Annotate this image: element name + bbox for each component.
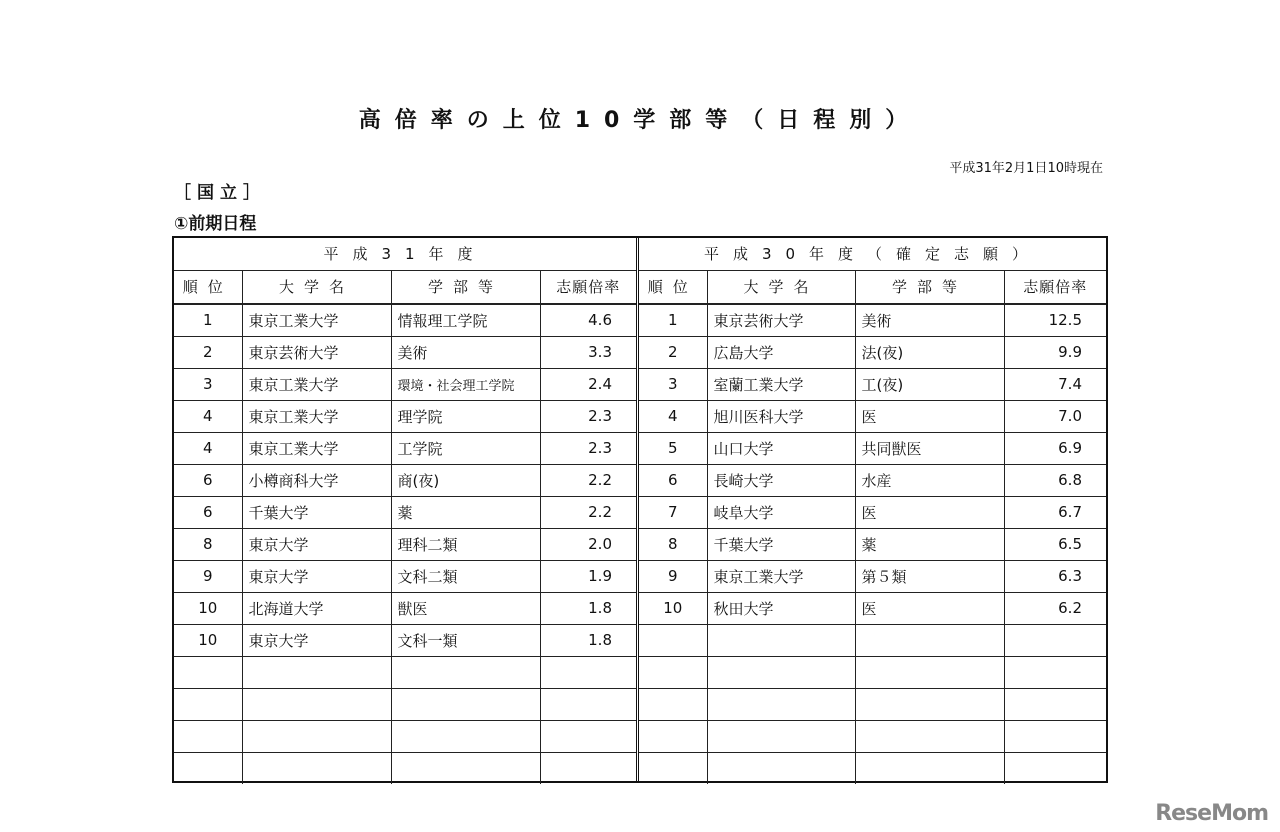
header-rate: 志願倍率 bbox=[540, 270, 636, 304]
faculty-cell: 共同獣医 bbox=[855, 432, 1004, 464]
university-cell: 岐阜大学 bbox=[707, 496, 855, 528]
header-rank: 順位 bbox=[639, 270, 707, 304]
university-cell: 東京工業大学 bbox=[242, 432, 391, 464]
rank-cell: 2 bbox=[639, 336, 707, 368]
page-title: 高倍率の上位10学部等（日程別） bbox=[358, 108, 922, 133]
faculty-cell: 商(夜) bbox=[391, 464, 540, 496]
table-row bbox=[639, 336, 1106, 368]
table-h30 bbox=[639, 238, 1106, 781]
rank-cell: 2 bbox=[174, 336, 242, 368]
table-row bbox=[639, 432, 1106, 464]
university-cell: 千葉大学 bbox=[707, 528, 855, 560]
rate-cell: 1.8 bbox=[540, 592, 636, 624]
university-cell: 千葉大学 bbox=[242, 496, 391, 528]
table-row bbox=[174, 368, 636, 400]
faculty-cell: 情報理工学院 bbox=[391, 304, 540, 336]
header-university: 大学名 bbox=[242, 270, 391, 304]
empty-row bbox=[174, 720, 636, 752]
rate-cell: 2.3 bbox=[540, 400, 636, 432]
rate-cell: 7.4 bbox=[1004, 368, 1106, 400]
rate-cell: 6.5 bbox=[1004, 528, 1106, 560]
university-cell: 室蘭工業大学 bbox=[707, 368, 855, 400]
rank-cell: 8 bbox=[639, 528, 707, 560]
rank-cell: 1 bbox=[639, 304, 707, 336]
rank-cell: 4 bbox=[174, 400, 242, 432]
table-row bbox=[174, 592, 636, 624]
faculty-cell: 医 bbox=[855, 400, 1004, 432]
university-cell: 山口大学 bbox=[707, 432, 855, 464]
rate-cell: 2.0 bbox=[540, 528, 636, 560]
faculty-cell: 美術 bbox=[855, 304, 1004, 336]
faculty-cell: 工(夜) bbox=[855, 368, 1004, 400]
rank-cell: 4 bbox=[639, 400, 707, 432]
rate-cell: 4.6 bbox=[540, 304, 636, 336]
university-cell: 東京工業大学 bbox=[707, 560, 855, 592]
faculty-cell: 文科一類 bbox=[391, 624, 540, 656]
table-h31 bbox=[174, 238, 639, 781]
university-cell: 東京工業大学 bbox=[242, 400, 391, 432]
rank-cell: 6 bbox=[174, 464, 242, 496]
table-row bbox=[639, 400, 1106, 432]
table-row bbox=[174, 400, 636, 432]
rank-cell: 5 bbox=[639, 432, 707, 464]
empty-row bbox=[639, 688, 1106, 720]
rate-cell: 2.4 bbox=[540, 368, 636, 400]
rank-cell: 10 bbox=[639, 592, 707, 624]
year-header: 平成31年度 bbox=[174, 238, 636, 270]
table-row bbox=[639, 304, 1106, 336]
faculty-cell: 薬 bbox=[855, 528, 1004, 560]
table-row bbox=[639, 592, 1106, 624]
table-row bbox=[639, 464, 1106, 496]
university-cell: 東京工業大学 bbox=[242, 304, 391, 336]
empty-row bbox=[639, 656, 1106, 688]
year-header: 平成30年度（確定志願） bbox=[639, 238, 1106, 270]
rate-cell: 9.9 bbox=[1004, 336, 1106, 368]
rank-cell: 1 bbox=[174, 304, 242, 336]
university-cell: 東京大学 bbox=[242, 560, 391, 592]
header-faculty: 学部等 bbox=[855, 270, 1004, 304]
table-row bbox=[174, 624, 636, 656]
faculty-cell: 工学院 bbox=[391, 432, 540, 464]
header-university: 大学名 bbox=[707, 270, 855, 304]
empty-row bbox=[174, 656, 636, 688]
rate-cell: 6.7 bbox=[1004, 496, 1106, 528]
rank-cell: 4 bbox=[174, 432, 242, 464]
schedule-label: ①前期日程 bbox=[174, 214, 257, 234]
rank-cell: 6 bbox=[174, 496, 242, 528]
table-row bbox=[174, 432, 636, 464]
table-row bbox=[639, 528, 1106, 560]
rank-cell: 7 bbox=[639, 496, 707, 528]
university-cell: 東京工業大学 bbox=[242, 368, 391, 400]
empty-row bbox=[639, 752, 1106, 784]
table-row bbox=[174, 528, 636, 560]
table-row bbox=[174, 464, 636, 496]
university-cell: 秋田大学 bbox=[707, 592, 855, 624]
header-rate: 志願倍率 bbox=[1004, 270, 1106, 304]
rank-cell: 9 bbox=[639, 560, 707, 592]
rate-cell: 12.5 bbox=[1004, 304, 1106, 336]
rank-cell: 6 bbox=[639, 464, 707, 496]
empty-row bbox=[174, 752, 636, 784]
rate-cell: 6.8 bbox=[1004, 464, 1106, 496]
rank-cell: 10 bbox=[174, 592, 242, 624]
rate-cell: 2.3 bbox=[540, 432, 636, 464]
faculty-cell: 薬 bbox=[391, 496, 540, 528]
table-row bbox=[639, 496, 1106, 528]
empty-row bbox=[174, 688, 636, 720]
as-of-date: 平成31年2月1日10時現在 bbox=[949, 161, 1103, 176]
header-rank: 順位 bbox=[174, 270, 242, 304]
rate-cell: 3.3 bbox=[540, 336, 636, 368]
empty-row bbox=[639, 720, 1106, 752]
faculty-cell: 文科二類 bbox=[391, 560, 540, 592]
ranking-table bbox=[172, 236, 1108, 783]
university-cell: 広島大学 bbox=[707, 336, 855, 368]
table-row bbox=[639, 560, 1106, 592]
university-cell: 長崎大学 bbox=[707, 464, 855, 496]
rank-cell: 9 bbox=[174, 560, 242, 592]
university-cell: 東京大学 bbox=[242, 624, 391, 656]
rank-cell: 3 bbox=[174, 368, 242, 400]
faculty-cell: 水産 bbox=[855, 464, 1004, 496]
rate-cell: 2.2 bbox=[540, 496, 636, 528]
university-cell: 旭川医科大学 bbox=[707, 400, 855, 432]
rate-cell: 6.3 bbox=[1004, 560, 1106, 592]
university-cell: 東京大学 bbox=[242, 528, 391, 560]
faculty-cell: 医 bbox=[855, 496, 1004, 528]
resemom-logo: ReseMom bbox=[1155, 801, 1268, 826]
faculty-cell: 環境・社会理工学院 bbox=[391, 368, 540, 400]
university-cell: 北海道大学 bbox=[242, 592, 391, 624]
faculty-cell: 法(夜) bbox=[855, 336, 1004, 368]
table-row bbox=[174, 336, 636, 368]
faculty-cell: 医 bbox=[855, 592, 1004, 624]
empty-row bbox=[639, 624, 1106, 656]
faculty-cell: 理学院 bbox=[391, 400, 540, 432]
rank-cell: 10 bbox=[174, 624, 242, 656]
table-row bbox=[174, 560, 636, 592]
faculty-cell: 美術 bbox=[391, 336, 540, 368]
table-row bbox=[174, 304, 636, 336]
rank-cell: 8 bbox=[174, 528, 242, 560]
rate-cell: 6.2 bbox=[1004, 592, 1106, 624]
faculty-cell: 理科二類 bbox=[391, 528, 540, 560]
category-label: ［国立］ bbox=[174, 183, 266, 203]
rate-cell: 2.2 bbox=[540, 464, 636, 496]
table-row bbox=[639, 368, 1106, 400]
rank-cell: 3 bbox=[639, 368, 707, 400]
faculty-cell: 獣医 bbox=[391, 592, 540, 624]
table-row bbox=[174, 496, 636, 528]
faculty-cell: 第５類 bbox=[855, 560, 1004, 592]
university-cell: 東京芸術大学 bbox=[707, 304, 855, 336]
header-faculty: 学部等 bbox=[391, 270, 540, 304]
university-cell: 東京芸術大学 bbox=[242, 336, 391, 368]
rate-cell: 1.9 bbox=[540, 560, 636, 592]
rate-cell: 6.9 bbox=[1004, 432, 1106, 464]
rate-cell: 1.8 bbox=[540, 624, 636, 656]
university-cell: 小樽商科大学 bbox=[242, 464, 391, 496]
rate-cell: 7.0 bbox=[1004, 400, 1106, 432]
